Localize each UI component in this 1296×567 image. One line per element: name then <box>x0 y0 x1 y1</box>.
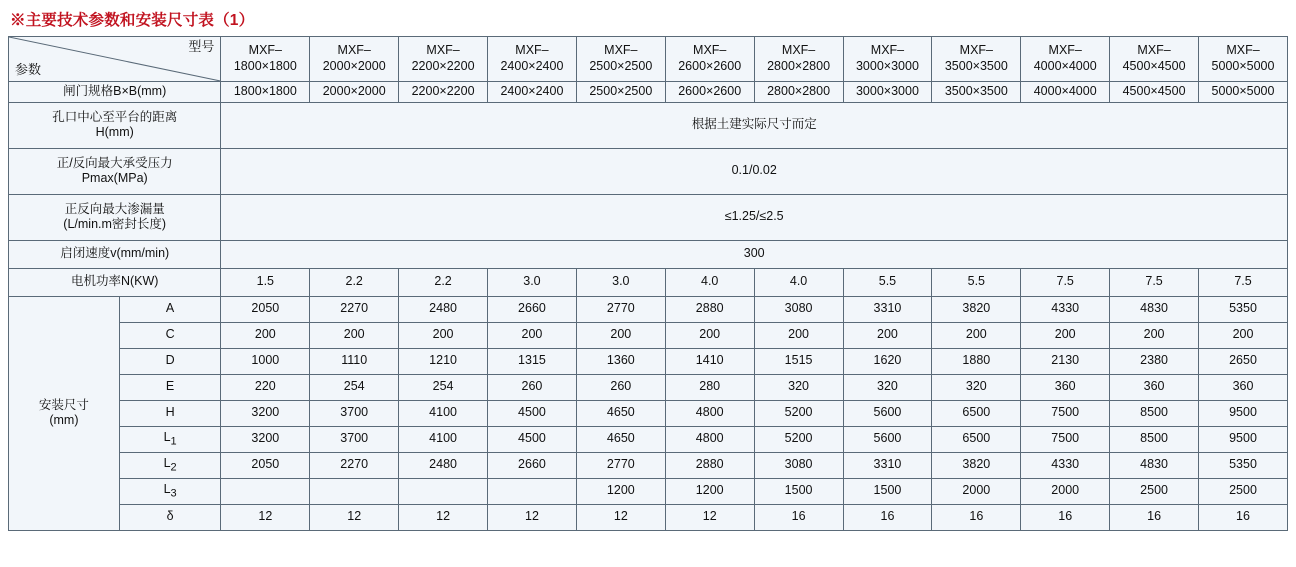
install-sub-index: 3 <box>170 487 177 499</box>
cell-install-l2: 2880 <box>665 452 754 478</box>
install-sub-name: H <box>165 405 175 420</box>
cell-motor-power: 3.0 <box>488 268 577 296</box>
header-corner-cell <box>9 37 221 82</box>
cell-install-c: 200 <box>843 322 932 348</box>
model-prefix: MXF– <box>781 43 816 58</box>
model-prefix: MXF– <box>604 43 638 58</box>
cell-motor-power: 5.5 <box>932 268 1021 296</box>
cell-install-l1: 7500 <box>1021 426 1110 452</box>
cell-install-l1: 3200 <box>221 426 310 452</box>
cell-install-delta: 16 <box>1021 504 1110 530</box>
cell-install-h: 6500 <box>932 400 1021 426</box>
model-prefix: MXF– <box>515 43 549 58</box>
table-row-install-c <box>9 322 1288 348</box>
cell-install-c: 200 <box>310 322 399 348</box>
cell-install-d: 1880 <box>932 348 1021 374</box>
cell-install-delta: 12 <box>576 504 665 530</box>
cell-install-e: 320 <box>932 374 1021 400</box>
model-prefix: MXF– <box>1226 43 1260 58</box>
cell-install-e: 280 <box>665 374 754 400</box>
cell-install-delta: 12 <box>488 504 577 530</box>
cell-install-l2: 4830 <box>1110 452 1199 478</box>
cell-install-l3: 2000 <box>1021 478 1110 504</box>
cell-install-l1: 5200 <box>754 426 843 452</box>
install-sub-label <box>119 322 221 348</box>
cell-install-delta: 12 <box>221 504 310 530</box>
cell-install-a: 2660 <box>488 296 577 322</box>
cell-install-l2: 3080 <box>754 452 843 478</box>
cell-install-a: 2270 <box>310 296 399 322</box>
install-sub-index: 1 <box>170 435 177 447</box>
cell-gate-spec: 3000×3000 <box>843 82 932 103</box>
cell-install-l3: 2500 <box>1199 478 1288 504</box>
cell-install-l1: 4100 <box>399 426 488 452</box>
cell-install-c: 200 <box>1110 322 1199 348</box>
cell-speed-value: 300 <box>221 240 1288 268</box>
cell-install-c: 200 <box>488 322 577 348</box>
cell-install-l2: 2050 <box>221 452 310 478</box>
cell-install-h: 4800 <box>665 400 754 426</box>
cell-install-d: 1315 <box>488 348 577 374</box>
cell-install-h: 9500 <box>1199 400 1288 426</box>
cell-install-d: 2130 <box>1021 348 1110 374</box>
cell-install-l2: 4330 <box>1021 452 1110 478</box>
model-size: 2200×2200 <box>411 59 475 73</box>
table-row-install-l3 <box>9 478 1288 504</box>
cell-install-l3: 1500 <box>754 478 843 504</box>
cell-install-l2: 2480 <box>399 452 488 478</box>
table-row-gate-spec <box>9 82 1288 103</box>
cell-install-d: 2650 <box>1199 348 1288 374</box>
model-size: 4000×4000 <box>1033 59 1097 73</box>
install-sub-name: L <box>163 481 171 496</box>
cell-gate-spec: 2400×2400 <box>488 82 577 103</box>
cell-gate-spec: 2000×2000 <box>310 82 399 103</box>
table-row-install-l1 <box>9 426 1288 452</box>
cell-install-l1: 3700 <box>310 426 399 452</box>
row-label-line2: Pmax(MPa) <box>81 171 148 186</box>
cell-install-h: 3700 <box>310 400 399 426</box>
install-sub-name: L <box>163 429 171 444</box>
cell-gate-spec: 3500×3500 <box>932 82 1021 103</box>
model-size: 3000×3000 <box>855 59 919 73</box>
table-row-install-a <box>9 296 1288 322</box>
model-prefix: MXF– <box>870 43 905 58</box>
cell-install-l1: 4800 <box>665 426 754 452</box>
cell-install-e: 360 <box>1021 374 1110 400</box>
model-size: 3500×3500 <box>944 59 1008 73</box>
cell-install-a: 2770 <box>576 296 665 322</box>
cell-install-h: 4650 <box>576 400 665 426</box>
cell-install-h: 5600 <box>843 400 932 426</box>
model-prefix: MXF– <box>959 43 993 58</box>
model-size: 1800×1800 <box>233 59 297 73</box>
row-label-gate-spec: 闸门规格B×B(mm) <box>9 82 221 103</box>
model-prefix: MXF– <box>426 43 460 58</box>
cell-install-d: 1110 <box>310 348 399 374</box>
model-header-cell <box>843 37 932 82</box>
cell-install-l3: 1200 <box>665 478 754 504</box>
model-size: 2000×2000 <box>322 59 386 73</box>
cell-hole-to-platform-value: 根据土建实际尺寸而定 <box>221 102 1288 148</box>
cell-gate-spec: 4000×4000 <box>1021 82 1110 103</box>
cell-gate-spec: 5000×5000 <box>1199 82 1288 103</box>
install-sub-index: 2 <box>170 461 177 473</box>
cell-install-e: 260 <box>576 374 665 400</box>
cell-install-h: 4500 <box>488 400 577 426</box>
install-sub-label <box>119 504 221 530</box>
cell-install-delta: 16 <box>843 504 932 530</box>
cell-motor-power: 3.0 <box>576 268 665 296</box>
table-row-speed <box>9 240 1288 268</box>
model-prefix: MXF– <box>248 43 282 58</box>
cell-install-l1: 8500 <box>1110 426 1199 452</box>
model-prefix: MXF– <box>1048 43 1082 58</box>
cell-install-e: 320 <box>843 374 932 400</box>
model-size: 2500×2500 <box>589 59 653 73</box>
model-size: 2400×2400 <box>500 59 564 73</box>
cell-motor-power: 7.5 <box>1021 268 1110 296</box>
cell-install-c: 200 <box>1021 322 1110 348</box>
cell-motor-power: 2.2 <box>310 268 399 296</box>
cell-install-c: 200 <box>932 322 1021 348</box>
table-row-install-h <box>9 400 1288 426</box>
cell-motor-power: 4.0 <box>754 268 843 296</box>
install-sub-label <box>119 296 221 322</box>
cell-gate-spec: 2200×2200 <box>399 82 488 103</box>
cell-max-leakage-value: ≤1.25/≤2.5 <box>221 194 1288 240</box>
cell-install-l2: 2660 <box>488 452 577 478</box>
cell-install-l3 <box>310 478 399 504</box>
install-sub-label <box>119 400 221 426</box>
table-row-install-d <box>9 348 1288 374</box>
model-header-cell <box>310 37 399 82</box>
cell-install-d: 1360 <box>576 348 665 374</box>
cell-install-d: 1620 <box>843 348 932 374</box>
install-sub-label <box>119 452 221 478</box>
cell-install-a: 3820 <box>932 296 1021 322</box>
row-label-hole-to-platform <box>9 102 221 148</box>
row-label-speed: 启闭速度v(mm/min) <box>9 240 221 268</box>
cell-install-c: 200 <box>221 322 310 348</box>
cell-gate-spec: 4500×4500 <box>1110 82 1199 103</box>
cell-install-d: 1515 <box>754 348 843 374</box>
cell-install-l3 <box>221 478 310 504</box>
row-label-line2: H(mm) <box>95 125 134 140</box>
cell-install-d: 1210 <box>399 348 488 374</box>
cell-install-h: 8500 <box>1110 400 1199 426</box>
cell-install-e: 254 <box>310 374 399 400</box>
cell-gate-spec: 2600×2600 <box>665 82 754 103</box>
cell-install-l1: 4500 <box>488 426 577 452</box>
table-row-hole-to-platform <box>9 102 1288 148</box>
model-header-cell <box>1199 37 1288 82</box>
cell-install-delta: 12 <box>399 504 488 530</box>
cell-install-l3: 2500 <box>1110 478 1199 504</box>
install-sub-label <box>119 374 221 400</box>
row-label-line1: 孔口中心至平台的距离 <box>52 109 178 124</box>
table-row-max-pressure <box>9 148 1288 194</box>
cell-install-e: 220 <box>221 374 310 400</box>
specification-table <box>8 36 1288 531</box>
model-size: 2600×2600 <box>678 59 742 73</box>
cell-gate-spec: 2500×2500 <box>576 82 665 103</box>
cell-install-e: 320 <box>754 374 843 400</box>
cell-install-c: 200 <box>665 322 754 348</box>
cell-install-c: 200 <box>576 322 665 348</box>
cell-gate-spec: 1800×1800 <box>221 82 310 103</box>
table-row-install-e <box>9 374 1288 400</box>
page-title: ※主要技术参数和安装尺寸表（1） <box>10 12 255 29</box>
model-prefix: MXF– <box>693 43 727 58</box>
row-label-install-dimensions <box>9 296 120 530</box>
cell-install-delta: 16 <box>1110 504 1199 530</box>
cell-install-l1: 9500 <box>1199 426 1288 452</box>
cell-install-l2: 2270 <box>310 452 399 478</box>
cell-install-a: 2880 <box>665 296 754 322</box>
model-header-cell <box>488 37 577 82</box>
cell-install-delta: 12 <box>665 504 754 530</box>
cell-install-l2: 3310 <box>843 452 932 478</box>
cell-install-e: 360 <box>1199 374 1288 400</box>
cell-gate-spec: 2800×2800 <box>754 82 843 103</box>
install-sub-label <box>119 348 221 374</box>
row-label-line1: 正/反向最大承受压力 <box>56 155 173 170</box>
table-header-row <box>9 37 1288 82</box>
install-sub-label <box>119 478 221 504</box>
header-model-label: 型号 <box>188 39 215 54</box>
table-row-motor-power <box>9 268 1288 296</box>
table-row-install-l2 <box>9 452 1288 478</box>
cell-install-l3 <box>399 478 488 504</box>
model-prefix: MXF– <box>1137 43 1171 58</box>
cell-install-a: 4330 <box>1021 296 1110 322</box>
cell-install-l3: 2000 <box>932 478 1021 504</box>
cell-install-a: 2480 <box>399 296 488 322</box>
model-header-cell <box>932 37 1021 82</box>
cell-install-l3: 1200 <box>576 478 665 504</box>
cell-install-delta: 16 <box>1199 504 1288 530</box>
cell-install-a: 3080 <box>754 296 843 322</box>
model-header-cell <box>665 37 754 82</box>
install-sub-label <box>119 426 221 452</box>
cell-install-l2: 3820 <box>932 452 1021 478</box>
model-size: 2800×2800 <box>767 59 831 73</box>
cell-install-a: 5350 <box>1199 296 1288 322</box>
cell-install-a: 2050 <box>221 296 310 322</box>
install-sub-name: D <box>165 353 175 368</box>
header-parameter-label: 参数 <box>15 61 42 77</box>
cell-install-delta: 16 <box>754 504 843 530</box>
install-sub-name: C <box>165 327 175 342</box>
cell-install-delta: 12 <box>310 504 399 530</box>
cell-install-c: 200 <box>1199 322 1288 348</box>
cell-install-delta: 16 <box>932 504 1021 530</box>
cell-motor-power: 4.0 <box>665 268 754 296</box>
model-header-cell <box>576 37 665 82</box>
row-label-line2: (L/min.m密封长度) <box>63 217 167 232</box>
install-label-line1: 安装尺寸 <box>38 397 89 412</box>
cell-install-e: 360 <box>1110 374 1199 400</box>
cell-install-c: 200 <box>754 322 843 348</box>
cell-install-d: 1000 <box>221 348 310 374</box>
model-header-cell <box>399 37 488 82</box>
install-sub-name: E <box>165 379 175 394</box>
cell-install-h: 5200 <box>754 400 843 426</box>
install-sub-name: A <box>165 301 175 316</box>
cell-install-d: 2380 <box>1110 348 1199 374</box>
cell-install-l1: 4650 <box>576 426 665 452</box>
model-header-cell <box>1110 37 1199 82</box>
model-header-cell <box>221 37 310 82</box>
cell-motor-power: 7.5 <box>1199 268 1288 296</box>
cell-install-l3 <box>488 478 577 504</box>
cell-install-l2: 2770 <box>576 452 665 478</box>
cell-install-a: 4830 <box>1110 296 1199 322</box>
cell-install-h: 3200 <box>221 400 310 426</box>
cell-install-l3: 1500 <box>843 478 932 504</box>
install-sub-name: L <box>163 455 171 470</box>
cell-install-d: 1410 <box>665 348 754 374</box>
table-row-max-leakage <box>9 194 1288 240</box>
row-label-max-pressure <box>9 148 221 194</box>
cell-motor-power: 2.2 <box>399 268 488 296</box>
cell-install-h: 7500 <box>1021 400 1110 426</box>
table-row-install-delta <box>9 504 1288 530</box>
model-header-cell <box>1021 37 1110 82</box>
cell-install-c: 200 <box>399 322 488 348</box>
model-prefix: MXF– <box>337 43 371 58</box>
cell-motor-power: 5.5 <box>843 268 932 296</box>
install-sub-name: δ <box>166 509 174 524</box>
cell-max-pressure-value: 0.1/0.02 <box>221 148 1288 194</box>
model-header-cell <box>754 37 843 82</box>
cell-install-l1: 6500 <box>932 426 1021 452</box>
cell-motor-power: 7.5 <box>1110 268 1199 296</box>
cell-install-l1: 5600 <box>843 426 932 452</box>
row-label-max-leakage <box>9 194 221 240</box>
cell-install-e: 254 <box>399 374 488 400</box>
cell-install-a: 3310 <box>843 296 932 322</box>
row-label-line1: 正反向最大渗漏量 <box>64 201 165 216</box>
cell-install-h: 4100 <box>399 400 488 426</box>
cell-motor-power: 1.5 <box>221 268 310 296</box>
cell-install-e: 260 <box>488 374 577 400</box>
model-size: 5000×5000 <box>1211 59 1275 73</box>
model-size: 4500×4500 <box>1122 59 1186 73</box>
install-label-line2: (mm) <box>49 413 79 428</box>
cell-install-l2: 5350 <box>1199 452 1288 478</box>
row-label-motor-power: 电机功率N(KW) <box>9 268 221 296</box>
